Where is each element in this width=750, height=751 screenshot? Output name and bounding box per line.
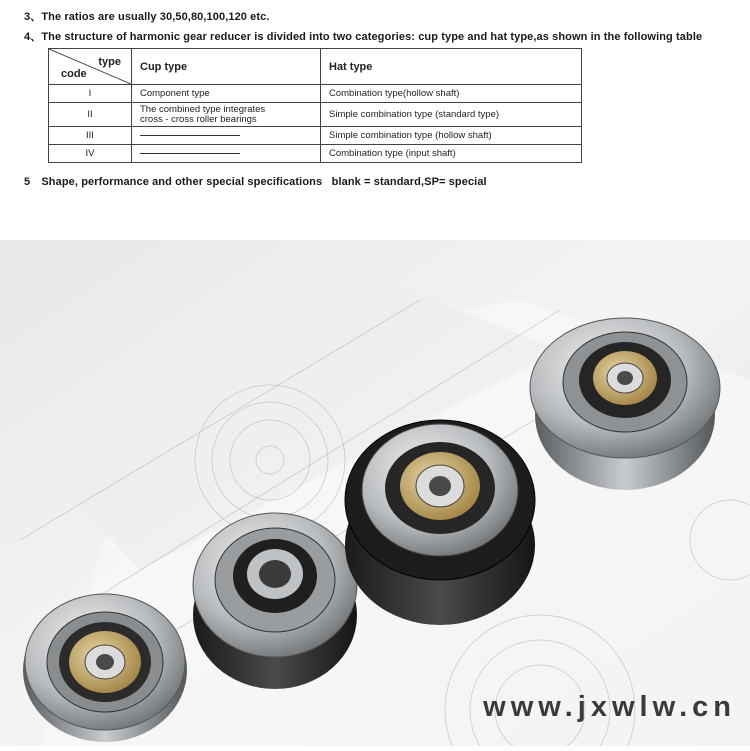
note-special-number: 5 [24, 176, 31, 188]
corner-header [49, 49, 132, 85]
code-cell: IV [49, 145, 132, 163]
code-cell: III [49, 127, 132, 145]
cup-cell: Component type [132, 85, 321, 103]
table-row [49, 103, 582, 127]
cup-cell-line: cross - cross roller bearings [140, 113, 257, 125]
note-special-text: Shape, performance and other special specifications [41, 176, 323, 188]
hat-cell: Simple combination type (standard type) [321, 103, 582, 127]
note-structure: 4、The structure of harmonic gear reducer is divided into two categories: cup type and hat type,as shown in the following table [24, 31, 703, 43]
corner-type-label: type [98, 56, 121, 68]
note-ratios: 3、The ratios are usually 30,50,80,100,120 etc. [24, 11, 270, 23]
reducer-unit-large [345, 420, 535, 625]
reducers-photo-illustration [0, 240, 750, 746]
table-row [49, 145, 582, 163]
product-photo [0, 240, 750, 746]
table-header-row [49, 49, 582, 85]
structure-table [48, 48, 582, 163]
note-special-legend: blank = standard,SP= special [331, 176, 487, 188]
empty-dash [140, 153, 240, 154]
reducer-unit-medium [193, 513, 357, 689]
header-hat-type: Hat type [321, 49, 582, 85]
reducer-unit-hat [530, 318, 720, 490]
cup-cell [132, 103, 321, 127]
cup-cell-line: The combined type integrates [140, 103, 266, 115]
corner-code-label: code [61, 68, 87, 80]
code-cell: II [49, 103, 132, 127]
reducer-unit-small [23, 594, 187, 742]
code-cell: I [49, 85, 132, 103]
watermark-text: www.jxwlw.cn [483, 691, 736, 723]
table-row [49, 85, 582, 103]
cup-cell [132, 127, 321, 145]
table-row [49, 127, 582, 145]
cup-cell [132, 145, 321, 163]
note-special-spec [24, 176, 487, 188]
hat-cell: Combination type(hollow shaft) [321, 85, 582, 103]
empty-dash [140, 135, 240, 136]
header-cup-type: Cup type [132, 49, 321, 85]
hat-cell: Combination type (input shaft) [321, 145, 582, 163]
hat-cell: Simple combination type (hollow shaft) [321, 127, 582, 145]
